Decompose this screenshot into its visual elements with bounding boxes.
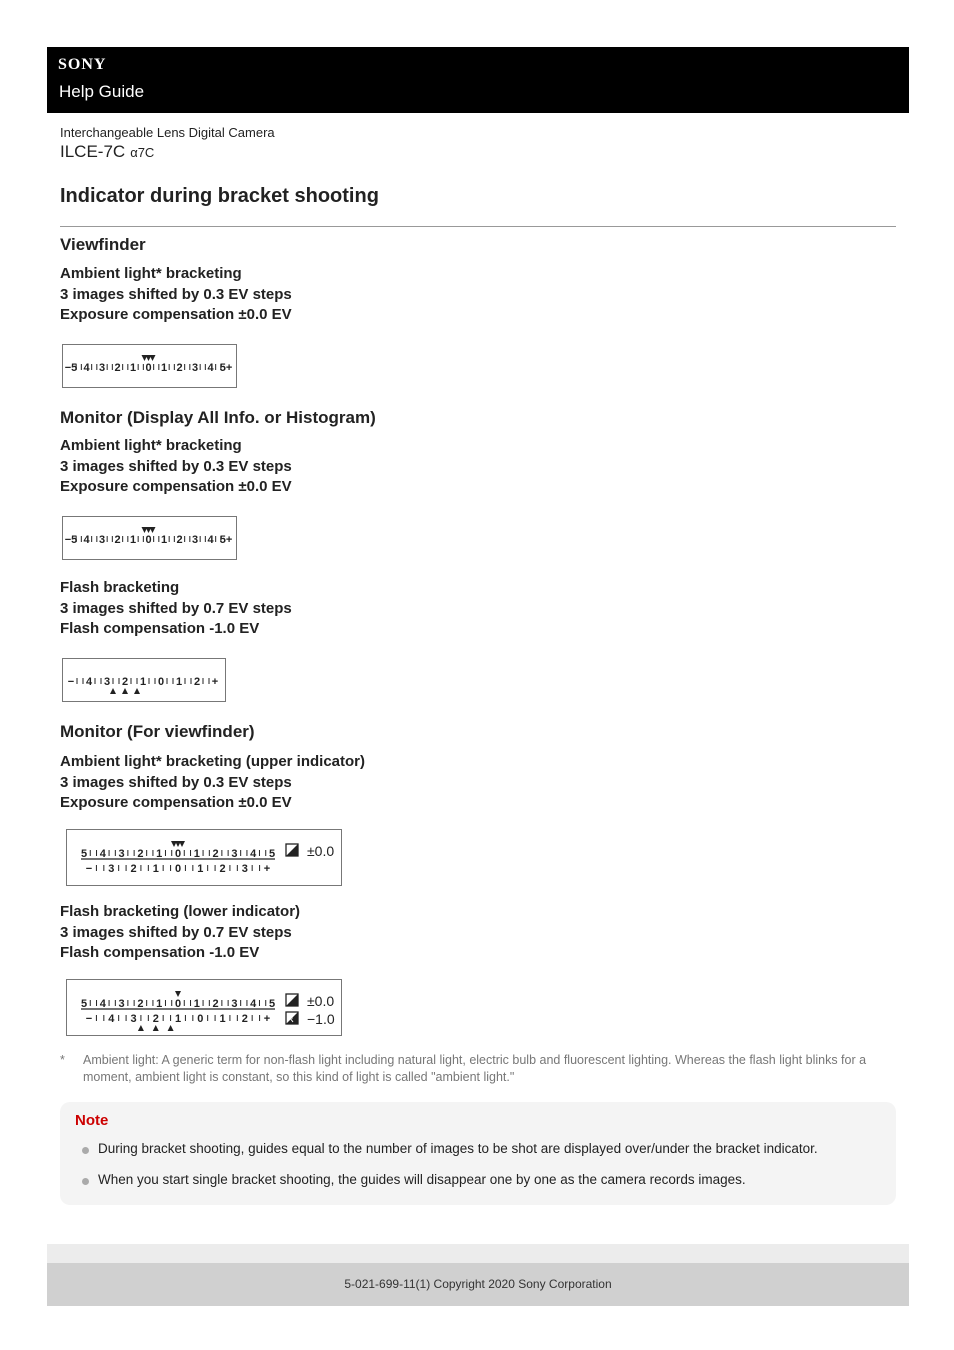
scale-label: 5 — [268, 998, 276, 1010]
header-bar — [47, 47, 909, 113]
scale-label: 0 — [174, 848, 182, 860]
copyright: 5-021-699-11(1) Copyright 2020 Sony Corporation — [344, 1277, 612, 1291]
scale-label: 0 — [174, 998, 182, 1010]
note-box — [60, 1102, 896, 1205]
desc-line: Flash bracketing (lower indicator) — [60, 903, 301, 920]
desc-line: Flash bracketing — [60, 579, 180, 596]
bullet-icon — [82, 1178, 89, 1185]
help-guide-title: Help Guide — [59, 82, 145, 101]
scale-label: + — [263, 863, 271, 875]
bracket-scale — [63, 517, 236, 559]
scale-label: 0 — [197, 1013, 204, 1025]
scale-label: 3 — [231, 998, 238, 1010]
bracket-scale — [63, 345, 236, 387]
note-list — [80, 1140, 880, 1202]
scale-label: 1 — [156, 848, 163, 860]
upper-scale — [81, 991, 275, 1010]
scale-label: 4 — [85, 676, 93, 688]
bracket-guide-marker — [179, 841, 185, 847]
scale-label: 2 — [137, 998, 144, 1010]
bracket-indicator-monitor-vf-flash — [66, 979, 342, 1036]
scale-label: 2 — [130, 863, 137, 875]
bracket-indicator-viewfinder — [62, 344, 237, 388]
scale-label: 4 — [108, 1013, 115, 1025]
scale-label: 2 — [219, 863, 226, 875]
scale-label: 1 — [193, 998, 200, 1010]
scale-label: 2 — [212, 848, 219, 860]
monitor-flash-description — [60, 578, 292, 640]
bracket-guide-marker — [150, 355, 156, 361]
desc-line: Flash compensation -1.0 EV — [60, 944, 260, 961]
scale-label: 3 — [130, 1013, 137, 1025]
bracket-scale — [63, 659, 225, 701]
scale-label: 2 — [193, 676, 201, 688]
scale-label: 4 — [207, 534, 214, 546]
section-heading-monitor-vf: Monitor (For viewfinder) — [60, 722, 255, 741]
scale-label: 0 — [145, 362, 152, 374]
lower-scale — [86, 1013, 270, 1031]
scale-label: 3 — [191, 534, 199, 546]
monitor-vf-ambient-description — [60, 752, 365, 814]
scale-label: 2 — [212, 998, 219, 1010]
scale-label: 1 — [129, 534, 137, 546]
scale-label: 1 — [156, 998, 163, 1010]
flash-value: −1.0 — [307, 1011, 335, 1027]
bracket-indicator-monitor-ambient — [62, 516, 237, 560]
model-alpha: α7C — [130, 145, 155, 160]
scale-label: −5 — [64, 362, 78, 374]
scale-label: 4 — [83, 362, 90, 374]
scale-label: 1 — [174, 1013, 182, 1025]
scale-label: 5+ — [219, 362, 233, 374]
scale-label: 5 — [80, 848, 88, 860]
scale-label: − — [85, 1013, 93, 1025]
bracket-guide-marker — [168, 1025, 174, 1031]
bullet-icon — [82, 1147, 89, 1154]
model-number: ILCE-7C — [60, 142, 126, 161]
scale-label: 4 — [207, 362, 214, 374]
bracket-indicator-monitor-flash — [62, 658, 226, 702]
scale-label: 3 — [103, 676, 111, 688]
dual-bracket-scale — [67, 830, 341, 885]
upper-scale — [81, 841, 275, 860]
footnote-mark: * — [60, 1053, 65, 1067]
bracket-guide-marker — [122, 688, 128, 694]
scale-label: 3 — [98, 534, 106, 546]
desc-line: Ambient light* bracketing — [60, 437, 242, 454]
desc-line: 3 images shifted by 0.3 EV steps — [60, 457, 292, 475]
scale-label: 5 — [268, 848, 276, 860]
scale-label: 3 — [98, 362, 106, 374]
scale-label: 3 — [118, 848, 125, 860]
scale-label: − — [67, 676, 75, 688]
desc-line: Exposure compensation ±0.0 EV — [60, 306, 292, 323]
scale-label: 5 — [80, 998, 88, 1010]
bracket-guide-marker — [175, 991, 181, 997]
desc-line: Exposure compensation ±0.0 EV — [60, 478, 292, 495]
footer — [47, 1263, 909, 1306]
sony-logo: SONY — [58, 56, 107, 73]
scale-label: 3 — [231, 848, 238, 860]
scale-label: + — [211, 676, 219, 688]
scale-label: 1 — [219, 1013, 226, 1025]
exposure-value: ±0.0 — [307, 993, 335, 1009]
page-title: Indicator during bracket shooting — [60, 185, 379, 207]
scale-label: 3 — [118, 998, 125, 1010]
section-heading-viewfinder: Viewfinder — [60, 235, 146, 254]
scale-label: 2 — [114, 534, 121, 546]
dual-bracket-scale — [67, 980, 341, 1035]
desc-line: Exposure compensation ±0.0 EV — [60, 794, 292, 811]
scale-label: 0 — [174, 863, 182, 875]
exposure-value: ±0.0 — [307, 843, 335, 859]
footnote — [60, 1052, 890, 1086]
scale-label: 2 — [114, 362, 121, 374]
desc-line: 3 images shifted by 0.3 EV steps — [60, 773, 292, 791]
scale-label: 3 — [191, 362, 199, 374]
scale-label: 4 — [99, 848, 106, 860]
product-category: Interchangeable Lens Digital Camera — [60, 125, 275, 140]
list-item — [80, 1140, 880, 1157]
note-title: Note — [75, 1112, 109, 1129]
desc-line: 3 images shifted by 0.3 EV steps — [60, 285, 292, 303]
scale-label: 0 — [145, 534, 152, 546]
bracket-guide-marker — [150, 527, 156, 533]
scale-label: 1 — [197, 863, 204, 875]
scale-label: 1 — [152, 863, 159, 875]
scale-label: 2 — [152, 1013, 159, 1025]
scale-label: 2 — [176, 362, 183, 374]
scale-label: 1 — [160, 362, 168, 374]
scale-label: 1 — [139, 676, 147, 688]
scale-label: 2 — [121, 676, 129, 688]
exposure-comp-icon — [286, 844, 298, 856]
scale-label: 0 — [157, 676, 165, 688]
scale-label: 2 — [176, 534, 183, 546]
scale-label: + — [263, 1013, 271, 1025]
title-divider — [60, 226, 896, 227]
bracket-guide-marker — [110, 688, 116, 694]
scale-label: 4 — [250, 848, 257, 860]
footnote-text: Ambient light: A generic term for non-flash light including natural light, electric bulb and fluorescent lighting. Whereas the flash light blinks for a moment, ambient light is constant, so this kind of light is called "ambient light." — [83, 1053, 867, 1084]
footer-spacer — [47, 1244, 909, 1263]
scale-label: 1 — [175, 676, 183, 688]
desc-line: Ambient light* bracketing — [60, 265, 242, 282]
bracket-guide-marker — [138, 1025, 144, 1031]
note-text: When you start single bracket shooting, the guides will disappear one by one as the camera records images. — [98, 1172, 746, 1187]
bracket-guide-marker — [134, 688, 140, 694]
lower-scale — [86, 863, 270, 875]
desc-line: Flash compensation -1.0 EV — [60, 620, 260, 637]
scale-label: 3 — [241, 863, 248, 875]
scale-label: 1 — [160, 534, 168, 546]
note-text: During bracket shooting, guides equal to the number of images to be shot are displayed over/under the bracket indicator. — [98, 1141, 818, 1156]
scale-label: 4 — [250, 998, 257, 1010]
scale-label: 3 — [108, 863, 115, 875]
monitor-ambient-description — [60, 436, 292, 498]
flash-comp-icon — [286, 1012, 298, 1024]
scale-label: 1 — [193, 848, 200, 860]
scale-label: 4 — [99, 998, 106, 1010]
scale-label: 5+ — [219, 534, 233, 546]
desc-line: 3 images shifted by 0.7 EV steps — [60, 923, 292, 941]
exposure-comp-icon — [286, 994, 298, 1006]
bracket-guide-marker — [153, 1025, 159, 1031]
viewfinder-description — [60, 264, 292, 326]
bracket-indicator-monitor-vf-ambient — [66, 829, 342, 886]
desc-line: 3 images shifted by 0.7 EV steps — [60, 599, 292, 617]
scale-label: − — [85, 863, 93, 875]
monitor-vf-flash-description — [60, 902, 300, 964]
scale-label: 1 — [129, 362, 137, 374]
scale-label: 2 — [137, 848, 144, 860]
list-item — [80, 1171, 880, 1188]
scale-label: 4 — [83, 534, 90, 546]
scale-label: 2 — [241, 1013, 248, 1025]
product-model — [60, 142, 154, 162]
scale-label: −5 — [64, 534, 78, 546]
desc-line: Ambient light* bracketing (upper indicator) — [60, 753, 366, 770]
section-heading-monitor-all: Monitor (Display All Info. or Histogram) — [60, 408, 376, 427]
